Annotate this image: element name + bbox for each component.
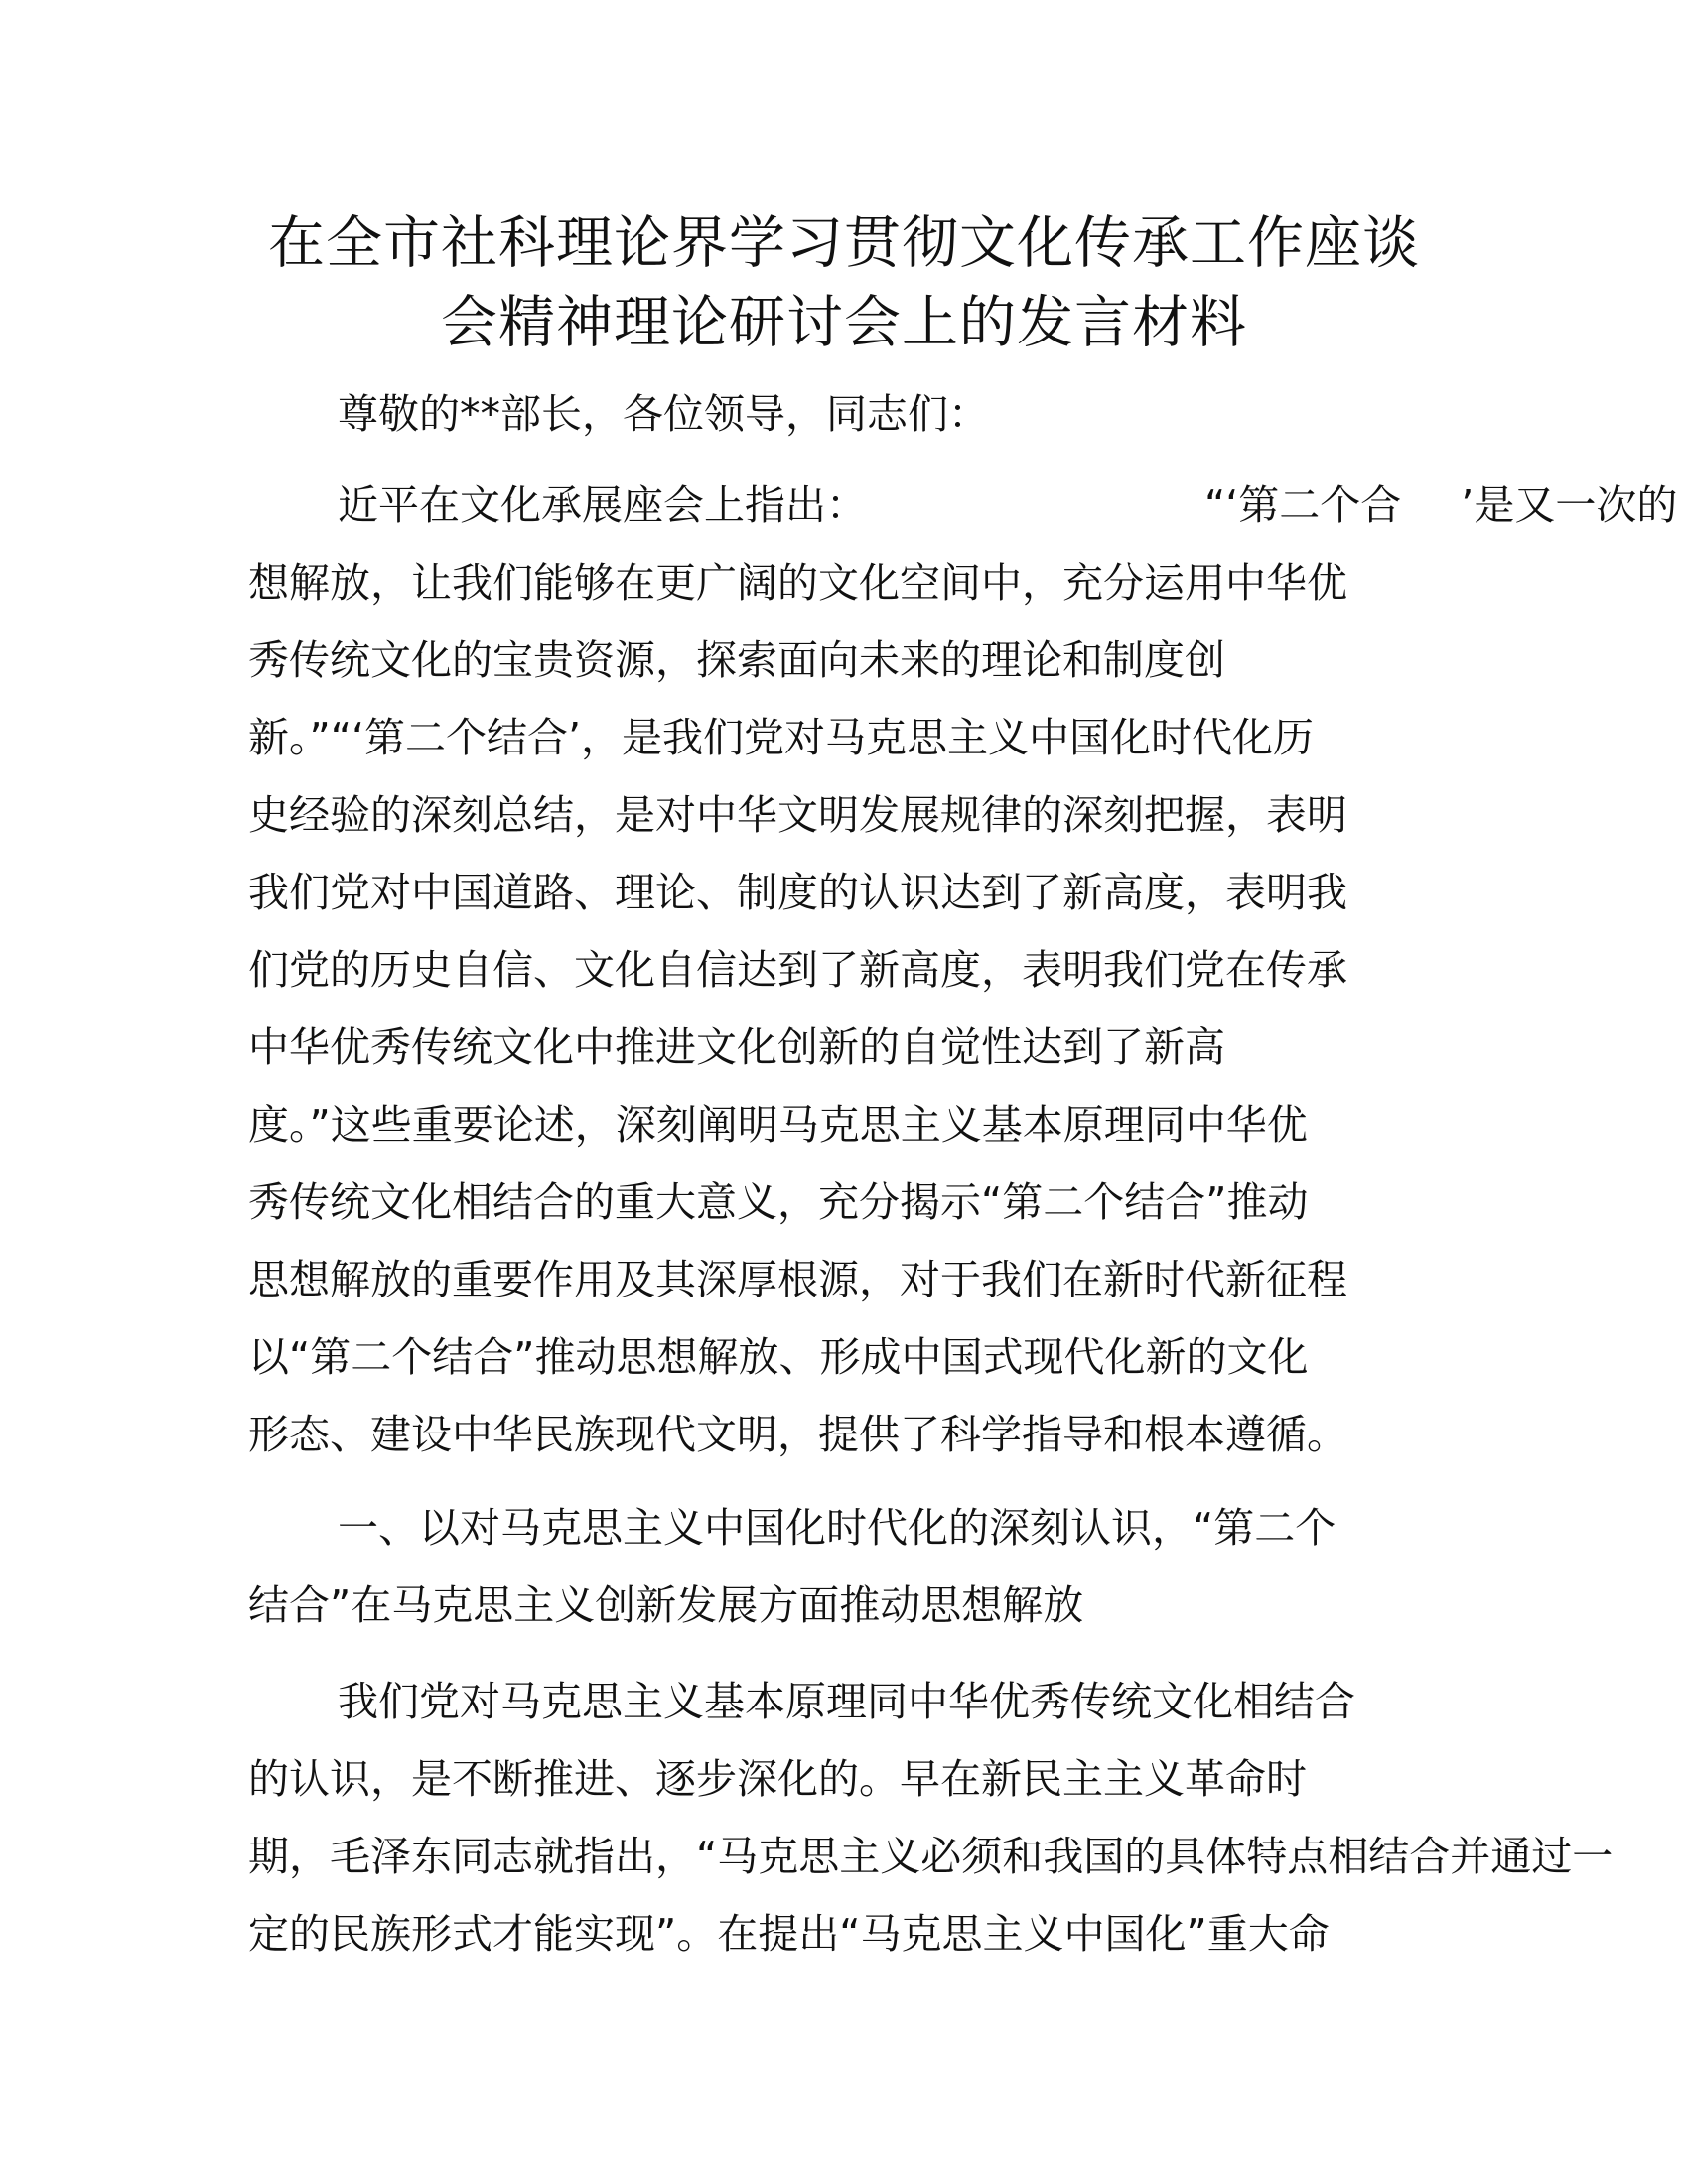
paragraph-line: 以“第二个结合”推动思想解放、形成中国式现代化新的文化 xyxy=(248,1333,1309,1381)
paragraph-line: 我们党对中国道路、理论、制度的认识达到了新高度，表明我 xyxy=(248,869,1347,916)
paragraph-line: 的认识，是不断推进、逐步深化的。早在新民主主义革命时 xyxy=(248,1755,1307,1803)
paragraph-line: 思想解放的重要作用及其深厚根源，对于我们在新时代新征程 xyxy=(248,1256,1347,1303)
paragraph-line: 形态、建设中华民族现代文明，提供了科学指导和根本遵循。 xyxy=(248,1411,1347,1458)
paragraph-1-line-1-part-1: 近平在文化承展座会上指出： xyxy=(338,481,867,529)
paragraph-line: 期，毛泽东同志就指出，“马克思主义必须和我国的具体特点相结合并通过一 xyxy=(248,1833,1614,1880)
title-line-2: 会精神理论研讨会上的发言材料 xyxy=(441,290,1247,355)
paragraph-line: 新。”“‘第二个结合’，是我们党对马克思主义中国化时代化历 xyxy=(248,714,1315,761)
paragraph-line: 们党的历史自信、文化自信达到了新高度，表明我们党在传承 xyxy=(248,946,1347,994)
paragraph-line: 史经验的深刻总结，是对中华文明发展规律的深刻把握，表明 xyxy=(248,791,1347,839)
paragraph-1 xyxy=(248,467,1678,1473)
paragraph-line: 想解放，让我们能够在更广阔的文化空间中，充分运用中华优 xyxy=(248,559,1347,607)
paragraph-line: 秀传统文化相结合的重大意义，充分揭示“第二个结合”推动 xyxy=(248,1178,1309,1226)
paragraph-2 xyxy=(248,1663,1614,1973)
paragraph-line: 中华优秀传统文化中推进文化创新的自觉性达到了新高 xyxy=(248,1024,1225,1071)
paragraph-1-line-1 xyxy=(248,467,1678,544)
paragraph-line: 秀传统文化的宝贵资源，探索面向未来的理论和制度创 xyxy=(248,636,1225,684)
heading-line-1: 一、以对马克思主义中国化时代化的深刻认识，“第二个 xyxy=(338,1504,1336,1552)
title-line-1: 在全市社科理论界学习贯彻文化传承工作座谈 xyxy=(268,210,1420,276)
heading-line-2: 结合”在马克思主义创新发展方面推动思想解放 xyxy=(248,1581,1084,1629)
paragraph-1-line-1-part-2: “‘第二个合 xyxy=(1204,481,1402,529)
paragraph-line: 定的民族形式才能实现”。在提出“马克思主义中国化”重大命 xyxy=(248,1910,1330,1958)
greeting xyxy=(248,375,1440,453)
paragraph-line: 我们党对马克思主义基本原理同中华优秀传统文化相结合 xyxy=(338,1678,1355,1725)
paragraph-line: 度。”这些重要论述，深刻阐明马克思主义基本原理同中华优 xyxy=(248,1101,1308,1149)
greeting-text: 尊敬的**部长，各位领导，同志们： xyxy=(338,390,989,438)
section-heading-1 xyxy=(248,1489,1440,1644)
document-title xyxy=(0,204,1688,362)
paragraph-1-line-1-part-3: ’是又一次的 xyxy=(1461,481,1678,529)
